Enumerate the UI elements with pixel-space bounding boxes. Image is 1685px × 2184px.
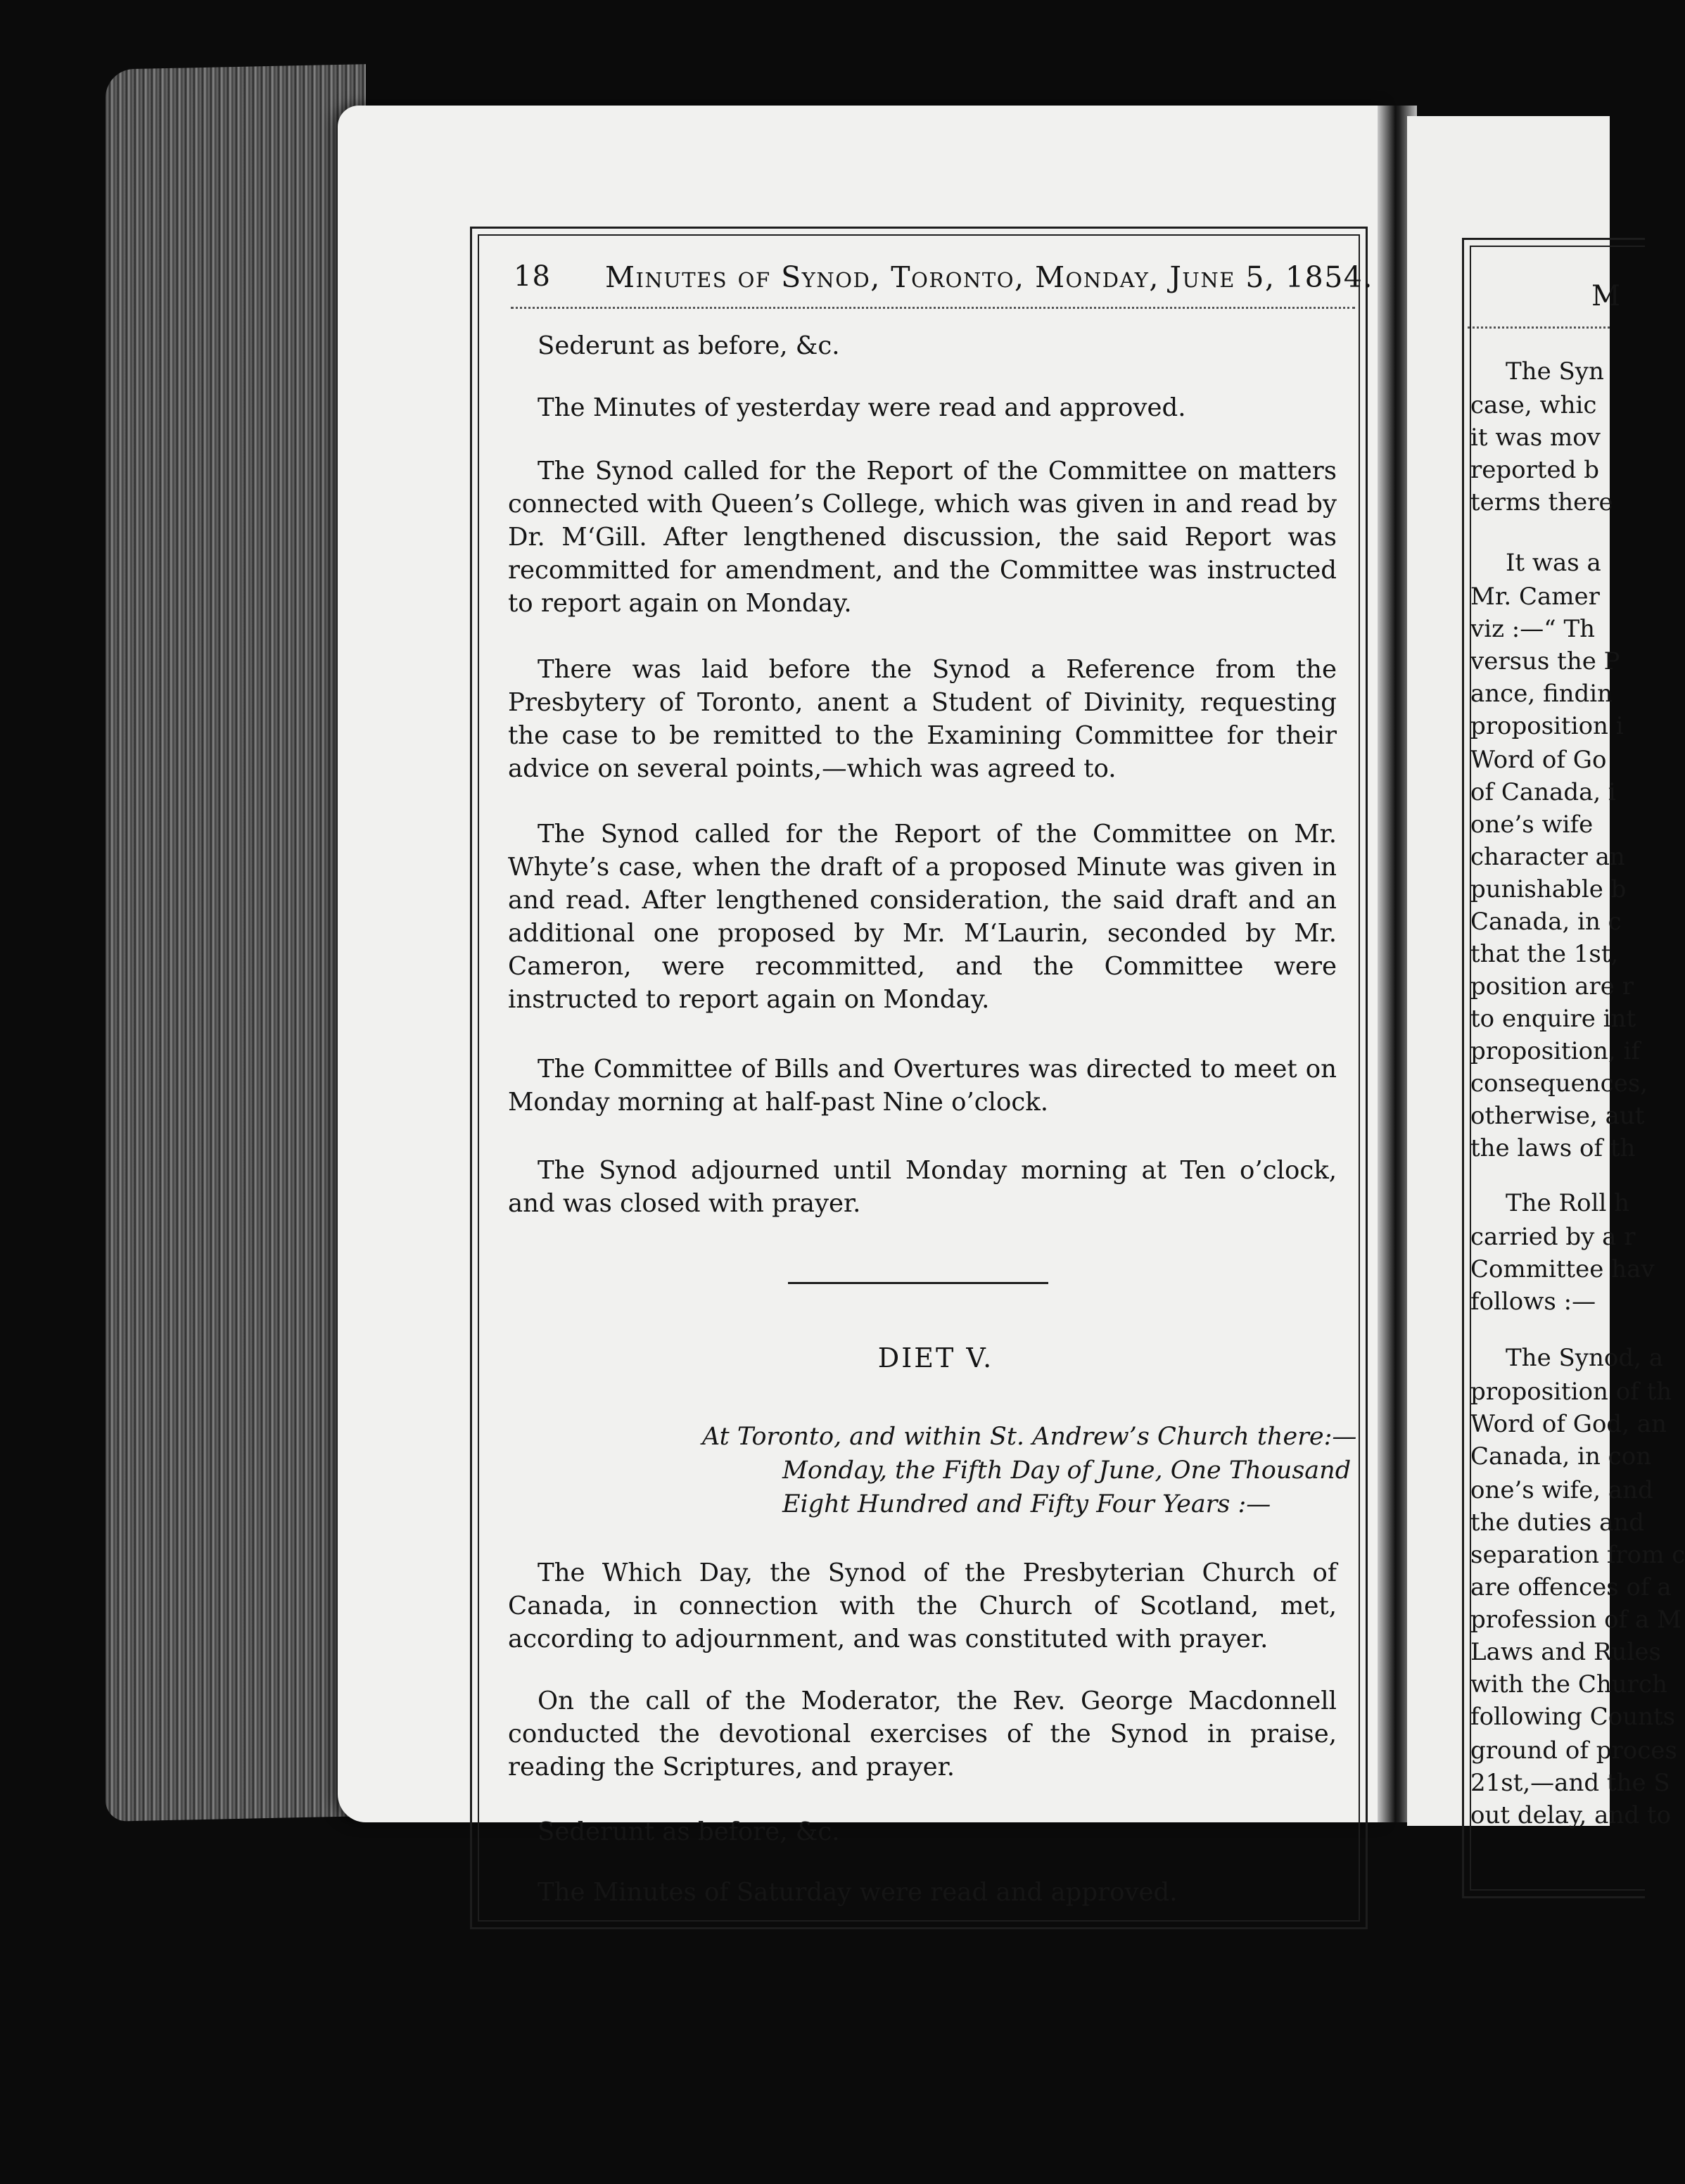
right-page-line: carried by a r [1470,1223,1636,1251]
header-rule [511,307,1355,312]
right-page-line: character an [1470,843,1625,871]
right-page-line: terms there [1470,488,1613,516]
right-header-fragment: M [1591,280,1620,312]
right-page-line: proposition, if [1470,1037,1641,1065]
right-page-line: separation from c [1470,1541,1685,1569]
right-page-line: of Canada, i [1470,778,1616,806]
right-page-line: proposition i [1470,712,1624,740]
paragraph-bills-overtures: The Committee of Bills and Overtures was directed to meet on Monday morning at half-past Nine o’clock. [508,1055,1337,1117]
paragraph-sederunt-2: Sederunt as before, &c. [538,1817,840,1846]
right-page-line: Canada, in c [1470,908,1622,936]
right-page-line: position are r [1470,972,1634,1001]
paragraph-queens-college: The Synod called for the Report of the Committee on matters connected with Queen’s College, which was given in and read by Dr. M‘Gill. After lengthened discussion, the said Report was recommitted for amendment, and the Committee was instructed to report again on Monday. [508,457,1337,618]
right-page-line: viz :—“ Th [1470,615,1596,643]
right-page-line: profession of a M [1470,1606,1681,1634]
right-page-line: 21st,—and the S [1470,1769,1670,1797]
right-page-line: following Counts [1470,1703,1676,1731]
running-header [514,255,1373,304]
right-page-line: the duties and [1470,1509,1644,1537]
right-page-line: Word of Go [1470,746,1607,774]
right-page-line: one’s wife [1470,811,1594,839]
paragraph-sederunt: Sederunt as before, &c. [538,331,840,360]
right-page-line: The Synod, a [1506,1344,1664,1372]
right-page-line: are offences of a [1470,1573,1672,1601]
paragraph-whyte-case: The Synod called for the Report of the Committee on Mr. Whyte’s case, when the draft of a proposed Minute was given in and read. After lengthened consideration, the said draft and an additional one proposed by Mr. M‘Laurin, seconded by Mr. Cameron, were recommitted, and the Committee were instructed to report again on Monday. [508,820,1337,1014]
right-page-line: consequences, [1470,1069,1648,1098]
right-page-line: The Syn [1506,357,1604,386]
book-page-edges [106,64,366,1822]
right-page-line: case, whic [1470,391,1597,419]
right-page-line: that the 1st, [1470,940,1619,968]
right-page-line: ground of proces [1470,1737,1677,1765]
right-page-line: it was mov [1470,424,1601,452]
right-page-line: Committee hav [1470,1255,1655,1283]
right-page-line: The Roll h [1506,1189,1630,1217]
right-page-line: with the Church [1470,1670,1667,1699]
diet-heading: DIET V. [877,1342,994,1373]
section-divider [788,1282,1048,1284]
right-page-line: It was a [1506,549,1601,577]
paragraph-minutes-approved: The Minutes of yesterday were read and approved. [538,393,1186,422]
dateline-line-1: At Toronto, and within St. Andrew’s Church there:— [702,1423,1357,1451]
right-page-line: Word of God, an [1470,1410,1667,1438]
right-page-line: punishable b [1470,875,1627,903]
paragraph-moderator: On the call of the Moderator, the Rev. George Macdonnell conducted the devotional exercises of the Synod in praise, reading the Scriptures, and prayer. [508,1687,1337,1782]
right-page-line: Canada, in con [1470,1442,1652,1471]
dateline-line-3: Eight Hundred and Fifty Four Years :— [782,1490,1271,1518]
paragraph-which-day: The Which Day, the Synod of the Presbyterian Church of Canada, in connection with the Church of Scotland, met, according to adjournment, and was constituted with prayer. [508,1558,1337,1653]
right-page-line: one’s wife, and [1470,1476,1653,1504]
dateline-line-2: Monday, the Fifth Day of June, One Thousand [782,1456,1352,1485]
paragraph-reference: There was laid before the Synod a Reference from the Presbytery of Toronto, anent a Student of Divinity, requesting the case to be remitted to the Examining Committee for their advice on several points,—which was agreed to. [508,655,1337,783]
right-page-line: proposition of th [1470,1378,1672,1406]
page-number: 18 [514,260,551,293]
paragraph-adjourned: The Synod adjourned until Monday morning at Ten o’clock, and was closed with prayer. [508,1156,1337,1218]
right-page-line: ance, findin [1470,680,1613,708]
right-header-rule [1468,326,1610,329]
paragraph-saturday-minutes: The Minutes of Saturday were read and approved. [538,1878,1178,1907]
right-page-line: versus the P [1470,647,1620,675]
right-page-line: reported b [1470,456,1599,484]
right-page-line: follows :— [1470,1288,1596,1316]
right-page-line: Laws and Rules [1470,1638,1661,1666]
right-page-line: to enquire int [1470,1005,1636,1033]
right-page-line: the laws of th [1470,1134,1636,1162]
right-page-line: otherwise, aut [1470,1102,1645,1130]
header-title: Minutes of Synod, Toronto, Monday, June 5, 1854. [605,260,1373,294]
right-page-line: Mr. Camer [1470,583,1600,611]
right-page-line: out delay, and to [1470,1801,1672,1829]
